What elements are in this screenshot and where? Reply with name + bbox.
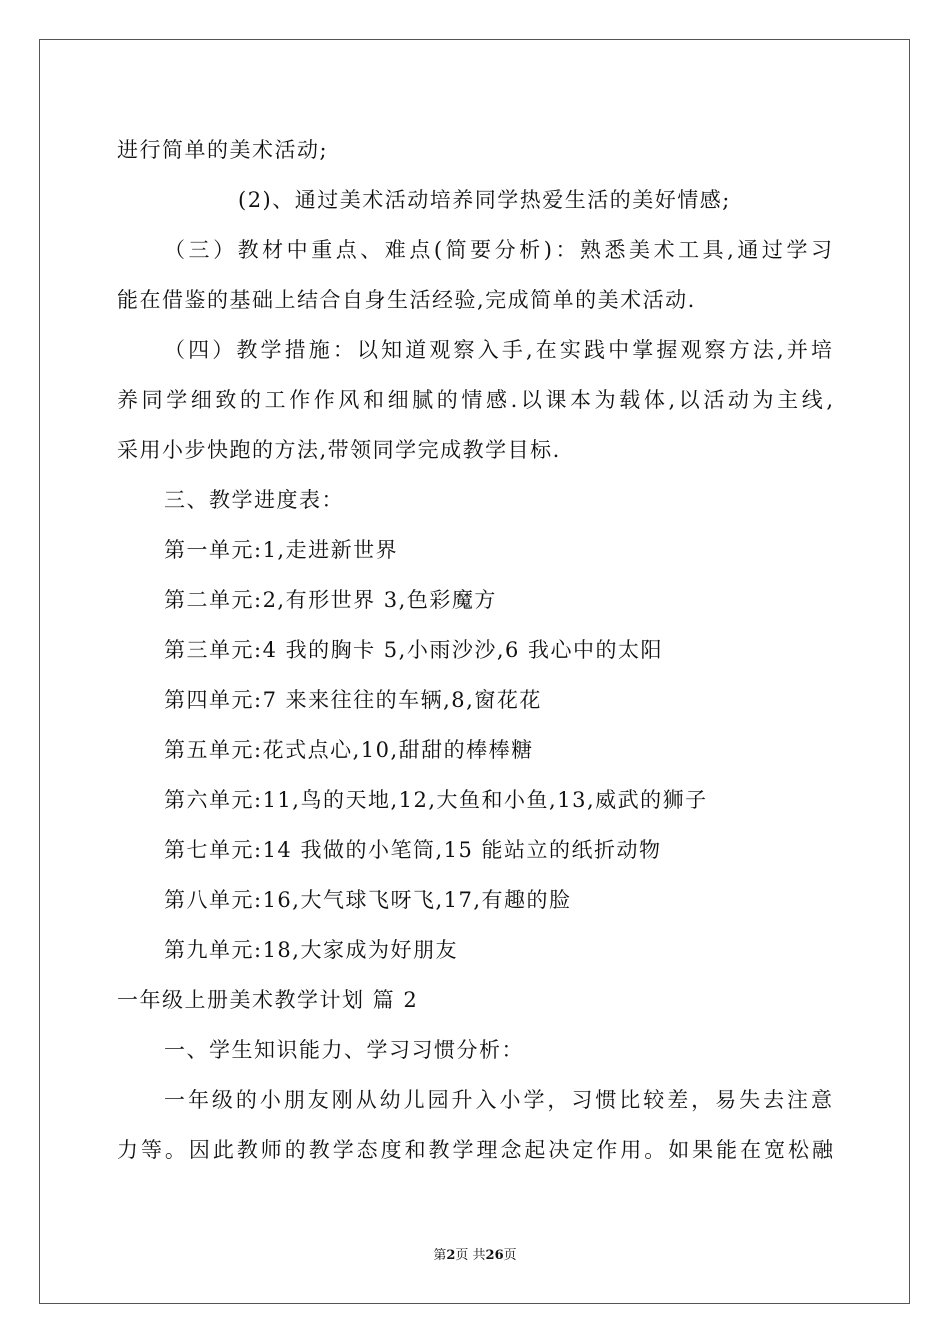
text-line: 养同学细致的工作作风和细腻的情感.以课本为载体,以活动为主线, [117, 388, 833, 412]
footer-prefix: 第 [433, 1248, 447, 1263]
article-title: 一年级上册美术教学计划 篇 2 [117, 988, 419, 1012]
schedule-item: 第八单元:16,大气球飞呀飞,17,有趣的脸 [164, 888, 572, 912]
page-footer [0, 1247, 950, 1265]
schedule-item: 第四单元:7 来来往往的车辆,8,窗花花 [164, 688, 542, 712]
text-line: 采用小步快跑的方法,带领同学完成教学目标. [117, 438, 561, 462]
page-frame [39, 39, 910, 1304]
schedule-item: 第七单元:14 我做的小笔筒,15 能站立的纸折动物 [164, 838, 662, 862]
section-heading: 一、学生知识能力、学习习惯分析： [164, 1038, 524, 1062]
schedule-item: 第二单元:2,有形世界 3,色彩魔方 [164, 588, 497, 612]
schedule-item: 第五单元:花式点心,10,甜甜的棒棒糖 [164, 738, 534, 762]
text-line: （四）教学措施：以知道观察入手,在实践中掌握观察方法,并培 [164, 338, 832, 362]
schedule-item: 第一单元:1,走进新世界 [164, 538, 399, 562]
schedule-item: 第九单元:18,大家成为好朋友 [164, 938, 458, 962]
text-line: （三）教材中重点、难点(简要分析)：熟悉美术工具,通过学习 [164, 238, 832, 262]
schedule-item: 第六单元:11,鸟的天地,12,大鱼和小鱼,13,威武的狮子 [164, 788, 708, 812]
text-line: 一年级的小朋友刚从幼儿园升入小学，习惯比较差，易失去注意 [164, 1088, 832, 1112]
current-page-number: 2 [446, 1248, 456, 1263]
text-line: (2)、通过美术活动培养同学热爱生活的美好情感; [238, 188, 731, 212]
text-line: 能在借鉴的基础上结合自身生活经验,完成简单的美术活动. [117, 288, 696, 312]
section-heading: 三、教学进度表： [164, 488, 344, 512]
schedule-item: 第三单元:4 我的胸卡 5,小雨沙沙,6 我心中的太阳 [164, 638, 664, 662]
text-line: 进行简单的美术活动; [117, 138, 329, 162]
footer-suffix: 页 [503, 1248, 517, 1263]
footer-mid: 页 共 [455, 1248, 486, 1263]
text-line: 力等。因此教师的教学态度和教学理念起决定作用。如果能在宽松融 [117, 1138, 833, 1162]
total-page-number: 26 [485, 1248, 504, 1263]
